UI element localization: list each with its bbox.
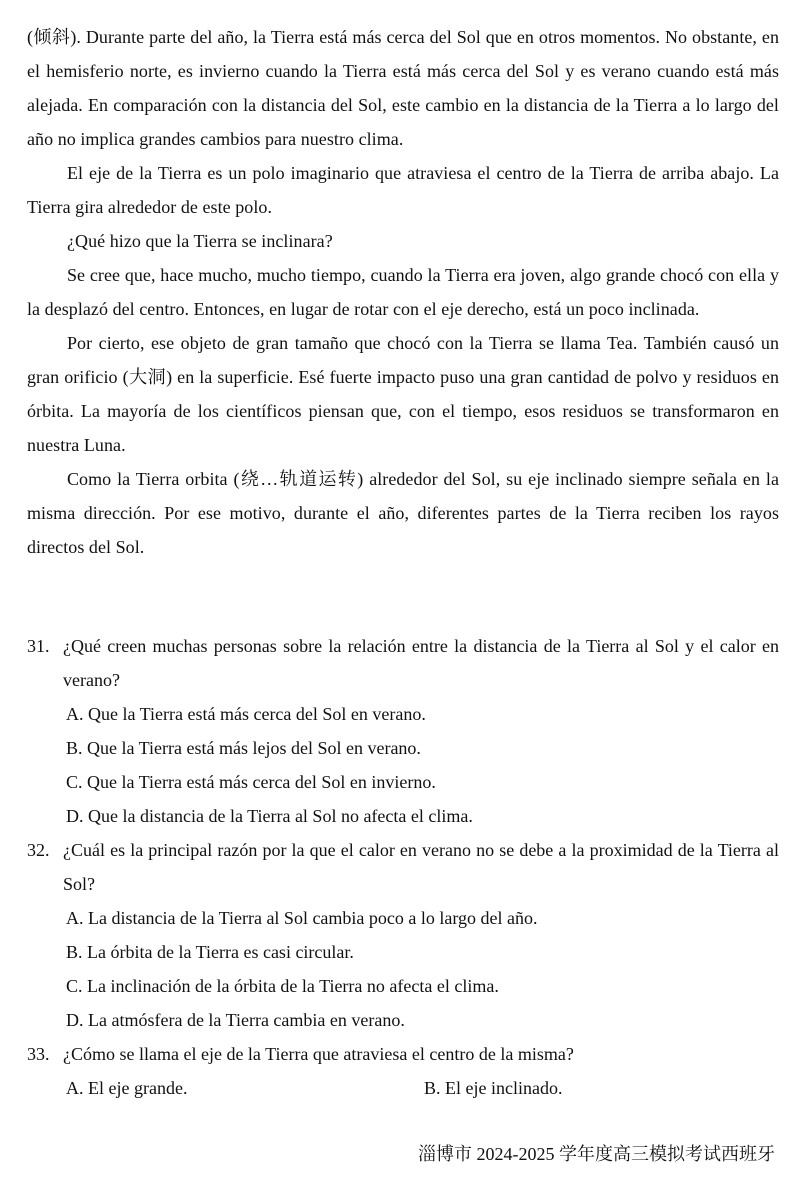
- passage-subheading: ¿Qué hizo que la Tierra se inclinara?: [67, 231, 333, 251]
- passage-paragraph: El eje de la Tierra es un polo imaginario que atraviesa el centro de la Tierra de arriba abajo. La Tierra gira alrededor de este polo.: [27, 163, 779, 217]
- question-stem: ¿Qué creen muchas personas sobre la relación entre la distancia de la Tierra al Sol y el calor en verano?: [63, 636, 779, 690]
- page-footer: 淄博市 2024-2025 学年度高三模拟考试西班牙: [418, 1144, 775, 1164]
- option-d: D. Que la distancia de la Tierra al Sol no afecta el clima.: [66, 806, 473, 826]
- passage-paragraph: Se cree que, hace mucho, mucho tiempo, cuando la Tierra era joven, algo grande chocó con ella y la desplazó del centro. Entonces, en lugar de rotar con el eje derecho, está un poco inclinada.: [27, 265, 779, 319]
- option-b: B. Que la Tierra está más lejos del Sol en verano.: [66, 738, 421, 758]
- question-list: [27, 629, 779, 1105]
- option-list: [63, 697, 779, 833]
- option-b: B. El eje inclinado.: [424, 1078, 563, 1098]
- option-a: A. Que la Tierra está más cerca del Sol en verano.: [66, 704, 426, 724]
- question-number: 33.: [27, 1044, 50, 1064]
- option-c: C. La inclinación de la órbita de la Tierra no afecta el clima.: [66, 976, 499, 996]
- reading-passage: [27, 20, 779, 564]
- option-b: B. La órbita de la Tierra es casi circular.: [66, 942, 354, 962]
- question-31: [27, 629, 779, 833]
- passage-paragraph: Como la Tierra orbita (绕…轨道运转) alrededor del Sol, su eje inclinado siempre señala en la misma dirección. Por ese motivo, durante el año, diferentes partes de la Tierra reciben los rayos directos del Sol.: [27, 469, 779, 557]
- question-33: [27, 1037, 779, 1105]
- passage-paragraph: Por cierto, ese objeto de gran tamaño que chocó con la Tierra se llama Tea. También causó un gran orificio (大洞) en la superficie. Esé fuerte impacto puso una gran cantidad de polvo y residuos en órbita. La mayoría de los científicos piensan que, con el tiempo, esos residuos se transformaron en nuestra Luna.: [27, 333, 779, 455]
- option-c: C. Que la Tierra está más cerca del Sol en invierno.: [66, 772, 436, 792]
- option-d: D. La atmósfera de la Tierra cambia en verano.: [66, 1010, 405, 1030]
- option-list: [63, 1071, 779, 1105]
- question-32: [27, 833, 779, 1037]
- question-number: 31.: [27, 636, 50, 656]
- option-list: [63, 901, 779, 1037]
- question-stem: ¿Cómo se llama el eje de la Tierra que atraviesa el centro de la misma?: [63, 1044, 574, 1064]
- option-a: A. La distancia de la Tierra al Sol cambia poco a lo largo del año.: [66, 908, 538, 928]
- passage-paragraph: (倾斜). Durante parte del año, la Tierra está más cerca del Sol que en otros momentos. No obstante, en el hemisferio norte, es invierno cuando la Tierra está más cerca del Sol y es verano cuando está más alejada. En comparación con la distancia del Sol, este cambio en la distancia de la Tierra a lo largo del año no implica grandes cambios para nuestro clima.: [27, 27, 779, 149]
- question-stem: ¿Cuál es la principal razón por la que el calor en verano no se debe a la proximidad de la Tierra al Sol?: [63, 840, 779, 894]
- question-number: 32.: [27, 840, 50, 860]
- option-a: A. El eje grande.: [66, 1078, 188, 1098]
